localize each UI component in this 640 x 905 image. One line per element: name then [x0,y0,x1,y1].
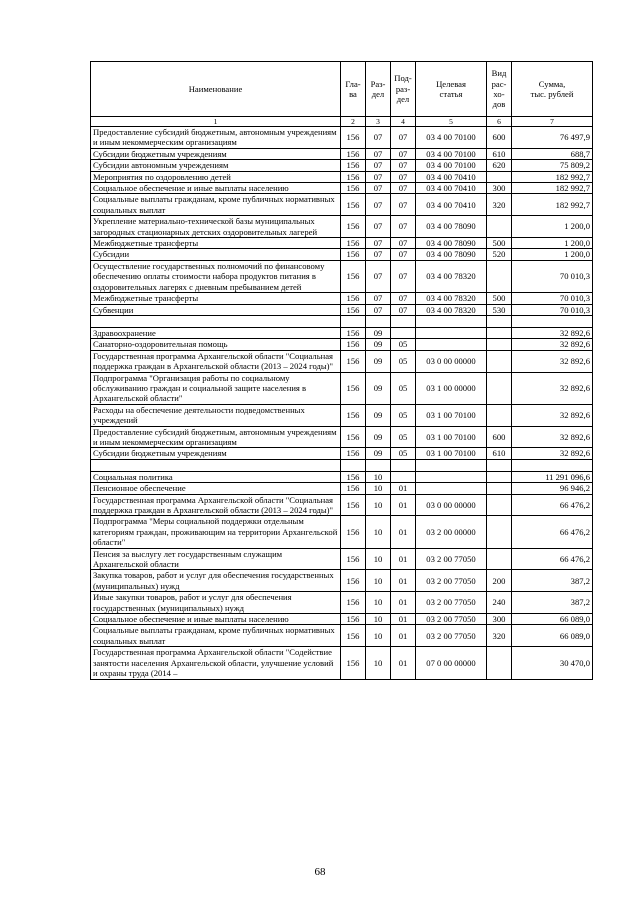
row-name: Подпрограмма "Организация работы по социальному обслуживанию граждан и социальной защите населения в Архангельской области" [91,372,341,404]
row-summa: 387,2 [512,592,593,614]
empty-cell [487,459,512,471]
row-summa: 11 291 096,6 [512,471,593,482]
header-glava: Гла- ва [341,62,366,117]
row-podrazdel: 01 [391,516,416,548]
table-row [91,183,593,194]
table-row [91,647,593,679]
row-name: Межбюджетные трансферты [91,238,341,249]
row-podrazdel: 05 [391,404,416,426]
row-glava: 156 [341,304,366,315]
row-razdel: 09 [366,327,391,338]
row-glava: 156 [341,516,366,548]
table-row [91,516,593,548]
spacer-row [91,459,593,471]
row-glava: 156 [341,471,366,482]
row-vid: 320 [487,194,512,216]
row-name: Государственная программа Архангельской области "Социальная поддержка граждан в Архангельской области (2013 – 2024 годы)" [91,494,341,516]
row-summa: 66 089,0 [512,625,593,647]
row-glava: 156 [341,404,366,426]
row-glava: 156 [341,194,366,216]
row-podrazdel [391,327,416,338]
column-number: 7 [512,117,593,127]
row-name: Субсидии автономным учреждениям [91,160,341,171]
row-summa: 70 010,3 [512,293,593,304]
column-number: 4 [391,117,416,127]
empty-cell [91,459,341,471]
row-glava: 156 [341,372,366,404]
row-razdel: 09 [366,426,391,448]
row-podrazdel: 01 [391,548,416,570]
row-summa: 32 892,6 [512,327,593,338]
row-statya: 03 1 00 70100 [416,404,487,426]
row-name: Социальные выплаты гражданам, кроме публичных нормативных социальных выплат [91,625,341,647]
row-razdel: 10 [366,614,391,625]
row-podrazdel: 07 [391,171,416,182]
row-vid [487,483,512,494]
row-summa: 688,7 [512,148,593,159]
row-statya [416,483,487,494]
table-row [91,448,593,459]
empty-cell [416,459,487,471]
header-podrazdel: Под- раз- дел [391,62,416,117]
row-glava: 156 [341,548,366,570]
row-summa: 70 010,3 [512,260,593,292]
row-vid: 500 [487,238,512,249]
table-body [91,127,593,680]
row-podrazdel: 07 [391,238,416,249]
row-statya: 03 4 00 70100 [416,160,487,171]
header-summa: Сумма, тыс. рублей [512,62,593,117]
row-razdel: 07 [366,160,391,171]
row-vid [487,171,512,182]
row-name: Предоставление субсидий бюджетным, автономным учреждениям и иным некоммерческим организациям [91,426,341,448]
column-number: 6 [487,117,512,127]
page-number: 68 [314,866,326,878]
row-summa: 32 892,6 [512,448,593,459]
table-row [91,494,593,516]
empty-cell [341,315,366,327]
row-summa: 76 497,9 [512,127,593,149]
row-name: Иные закупки товаров, работ и услуг для обеспечения государственных (муниципальных) нужд [91,592,341,614]
row-glava: 156 [341,238,366,249]
row-podrazdel: 07 [391,249,416,260]
row-name: Расходы на обеспечение деятельности подведомственных учреждений [91,404,341,426]
row-statya: 03 4 00 70100 [416,127,487,149]
table-row [91,304,593,315]
row-podrazdel: 07 [391,183,416,194]
table-row [91,350,593,372]
empty-cell [391,315,416,327]
column-number: 1 [91,117,341,127]
row-statya: 03 2 00 77050 [416,548,487,570]
table-row [91,426,593,448]
row-glava: 156 [341,350,366,372]
row-vid [487,471,512,482]
row-name: Субсидии бюджетным учреждениям [91,148,341,159]
row-vid: 610 [487,448,512,459]
row-name: Субсидии [91,249,341,260]
row-statya: 03 1 00 00000 [416,372,487,404]
row-summa: 32 892,6 [512,350,593,372]
row-podrazdel: 07 [391,216,416,238]
row-razdel: 10 [366,625,391,647]
row-razdel: 07 [366,249,391,260]
row-razdel: 09 [366,372,391,404]
row-vid [487,647,512,679]
row-glava: 156 [341,171,366,182]
row-razdel: 07 [366,216,391,238]
row-vid: 240 [487,592,512,614]
row-name: Социальное обеспечение и иные выплаты населению [91,614,341,625]
spacer-row [91,315,593,327]
row-vid [487,260,512,292]
row-statya: 03 4 00 78090 [416,238,487,249]
row-statya: 03 4 00 78320 [416,260,487,292]
row-vid [487,216,512,238]
table-row [91,160,593,171]
row-podrazdel: 07 [391,293,416,304]
row-glava: 156 [341,160,366,171]
row-podrazdel: 07 [391,260,416,292]
row-name: Субсидии бюджетным учреждениям [91,448,341,459]
row-glava: 156 [341,327,366,338]
row-name: Социальные выплаты гражданам, кроме публичных нормативных социальных выплат [91,194,341,216]
row-summa: 32 892,6 [512,339,593,350]
row-glava: 156 [341,183,366,194]
row-statya: 03 1 00 70100 [416,448,487,459]
row-vid: 320 [487,625,512,647]
row-podrazdel: 07 [391,127,416,149]
row-razdel: 07 [366,148,391,159]
empty-cell [391,459,416,471]
empty-cell [91,315,341,327]
row-summa: 32 892,6 [512,426,593,448]
row-summa: 1 200,0 [512,216,593,238]
row-podrazdel: 07 [391,304,416,315]
row-glava: 156 [341,483,366,494]
row-statya: 03 4 00 78090 [416,249,487,260]
row-glava: 156 [341,293,366,304]
row-podrazdel: 07 [391,160,416,171]
header-row [91,62,593,117]
table-row [91,238,593,249]
row-podrazdel: 05 [391,350,416,372]
table-row [91,127,593,149]
row-razdel: 09 [366,404,391,426]
row-podrazdel: 05 [391,448,416,459]
row-name: Пенсия за выслугу лет государственным служащим Архангельской области [91,548,341,570]
row-vid [487,339,512,350]
column-number-row [91,117,593,127]
table-row [91,339,593,350]
row-glava: 156 [341,127,366,149]
row-razdel: 09 [366,339,391,350]
row-name: Закупка товаров, работ и услуг для обеспечения государственных (муниципальных) нужд [91,570,341,592]
row-podrazdel: 07 [391,194,416,216]
row-summa: 182 992,7 [512,183,593,194]
table-row [91,404,593,426]
table-row [91,625,593,647]
row-summa: 32 892,6 [512,372,593,404]
empty-cell [366,459,391,471]
row-razdel: 07 [366,238,391,249]
row-glava: 156 [341,647,366,679]
row-vid [487,516,512,548]
table-row [91,249,593,260]
row-statya: 03 4 00 78320 [416,304,487,315]
table-row [91,592,593,614]
row-podrazdel: 05 [391,426,416,448]
column-number: 2 [341,117,366,127]
row-summa: 182 992,7 [512,171,593,182]
row-vid: 620 [487,160,512,171]
row-summa: 96 946,2 [512,483,593,494]
row-statya [416,327,487,338]
row-statya: 03 4 00 70410 [416,171,487,182]
row-statya: 03 2 00 77050 [416,614,487,625]
header-name: Наименование [91,62,341,117]
row-glava: 156 [341,426,366,448]
row-statya [416,339,487,350]
row-vid: 200 [487,570,512,592]
column-number: 3 [366,117,391,127]
row-summa: 66 089,0 [512,614,593,625]
row-glava: 156 [341,592,366,614]
empty-cell [512,459,593,471]
row-razdel: 10 [366,516,391,548]
table-row [91,171,593,182]
row-statya: 03 4 00 70100 [416,148,487,159]
row-glava: 156 [341,249,366,260]
row-vid: 600 [487,127,512,149]
row-podrazdel: 01 [391,592,416,614]
row-summa: 1 200,0 [512,238,593,249]
row-statya: 03 2 00 77050 [416,625,487,647]
row-summa: 387,2 [512,570,593,592]
row-summa: 70 010,3 [512,304,593,315]
column-number: 5 [416,117,487,127]
table-row [91,483,593,494]
row-podrazdel: 05 [391,339,416,350]
row-podrazdel: 07 [391,148,416,159]
row-summa: 1 200,0 [512,249,593,260]
row-vid [487,350,512,372]
row-glava: 156 [341,448,366,459]
row-razdel: 07 [366,127,391,149]
row-vid: 530 [487,304,512,315]
table-row [91,293,593,304]
row-razdel: 09 [366,448,391,459]
row-name: Осуществление государственных полномочий по финансовому обеспечению оплаты стоимости набора продуктов питания в оздоровительных лагерях с дневным пребыванием детей [91,260,341,292]
table-row [91,148,593,159]
row-podrazdel: 01 [391,494,416,516]
row-statya [416,471,487,482]
row-razdel: 09 [366,350,391,372]
empty-cell [512,315,593,327]
table-row [91,372,593,404]
row-glava: 156 [341,260,366,292]
empty-cell [366,315,391,327]
row-razdel: 10 [366,471,391,482]
row-glava: 156 [341,339,366,350]
table-row [91,570,593,592]
row-vid: 500 [487,293,512,304]
empty-cell [416,315,487,327]
row-vid: 520 [487,249,512,260]
row-summa: 66 476,2 [512,548,593,570]
row-glava: 156 [341,216,366,238]
budget-table [90,61,593,680]
row-glava: 156 [341,625,366,647]
row-vid [487,494,512,516]
row-razdel: 07 [366,304,391,315]
row-razdel: 07 [366,183,391,194]
row-statya: 03 4 00 70410 [416,194,487,216]
row-vid: 600 [487,426,512,448]
row-razdel: 10 [366,570,391,592]
row-summa: 32 892,6 [512,404,593,426]
row-name: Укрепление материально-технической базы муниципальных загородных стационарных детских оздоровительных лагерей [91,216,341,238]
row-statya: 03 0 00 00000 [416,494,487,516]
row-razdel: 10 [366,483,391,494]
row-podrazdel: 01 [391,647,416,679]
row-glava: 156 [341,614,366,625]
row-glava: 156 [341,148,366,159]
row-razdel: 07 [366,194,391,216]
row-name: Санаторно-оздоровительная помощь [91,339,341,350]
row-podrazdel: 05 [391,372,416,404]
row-name: Государственная программа Архангельской области "Социальная поддержка граждан в Архангельской области (2013 – 2024 годы)" [91,350,341,372]
table-row [91,327,593,338]
row-statya: 03 2 00 77050 [416,592,487,614]
table-row [91,194,593,216]
row-statya: 03 2 00 77050 [416,570,487,592]
row-razdel: 07 [366,293,391,304]
row-statya: 03 0 00 00000 [416,350,487,372]
row-podrazdel: 01 [391,625,416,647]
row-vid [487,327,512,338]
table-row [91,471,593,482]
table-row [91,260,593,292]
table-row [91,216,593,238]
row-statya: 03 1 00 70100 [416,426,487,448]
row-summa: 66 476,2 [512,494,593,516]
table-row [91,614,593,625]
row-statya: 03 2 00 00000 [416,516,487,548]
row-vid [487,404,512,426]
table-row [91,548,593,570]
row-podrazdel: 01 [391,483,416,494]
row-summa: 75 809,2 [512,160,593,171]
row-podrazdel: 01 [391,614,416,625]
row-name: Предоставление субсидий бюджетным, автономным учреждениям и иным некоммерческим организациям [91,127,341,149]
row-vid: 300 [487,183,512,194]
row-razdel: 07 [366,171,391,182]
row-vid [487,372,512,404]
row-name: Социальное обеспечение и иные выплаты населению [91,183,341,194]
row-podrazdel: 01 [391,570,416,592]
row-glava: 156 [341,494,366,516]
row-summa: 182 992,7 [512,194,593,216]
header-statya: Целевая статья [416,62,487,117]
header-razdel: Раз- дел [366,62,391,117]
row-summa: 66 476,2 [512,516,593,548]
header-vid: Вид рас- хо- дов [487,62,512,117]
row-razdel: 10 [366,592,391,614]
row-name: Мероприятия по оздоровлению детей [91,171,341,182]
row-name: Государственная программа Архангельской области "Содействие занятости населения Архангельской области, улучшение условий и охраны труда (2014 – [91,647,341,679]
empty-cell [341,459,366,471]
row-vid: 300 [487,614,512,625]
row-razdel: 10 [366,647,391,679]
row-name: Пенсионное обеспечение [91,483,341,494]
row-statya: 03 4 00 78320 [416,293,487,304]
row-name: Подпрограмма "Меры социальной поддержки отдельным категориям граждан, проживающим на территории Архангельской области" [91,516,341,548]
row-vid: 610 [487,148,512,159]
empty-cell [487,315,512,327]
row-name: Здравоохранение [91,327,341,338]
row-razdel: 07 [366,260,391,292]
row-summa: 30 470,0 [512,647,593,679]
row-glava: 156 [341,570,366,592]
row-statya: 03 4 00 78090 [416,216,487,238]
row-name: Социальная политика [91,471,341,482]
row-statya: 03 4 00 70410 [416,183,487,194]
row-razdel: 10 [366,494,391,516]
row-statya: 07 0 00 00000 [416,647,487,679]
row-vid [487,548,512,570]
row-podrazdel [391,471,416,482]
row-razdel: 10 [366,548,391,570]
row-name: Межбюджетные трансферты [91,293,341,304]
row-name: Субвенции [91,304,341,315]
